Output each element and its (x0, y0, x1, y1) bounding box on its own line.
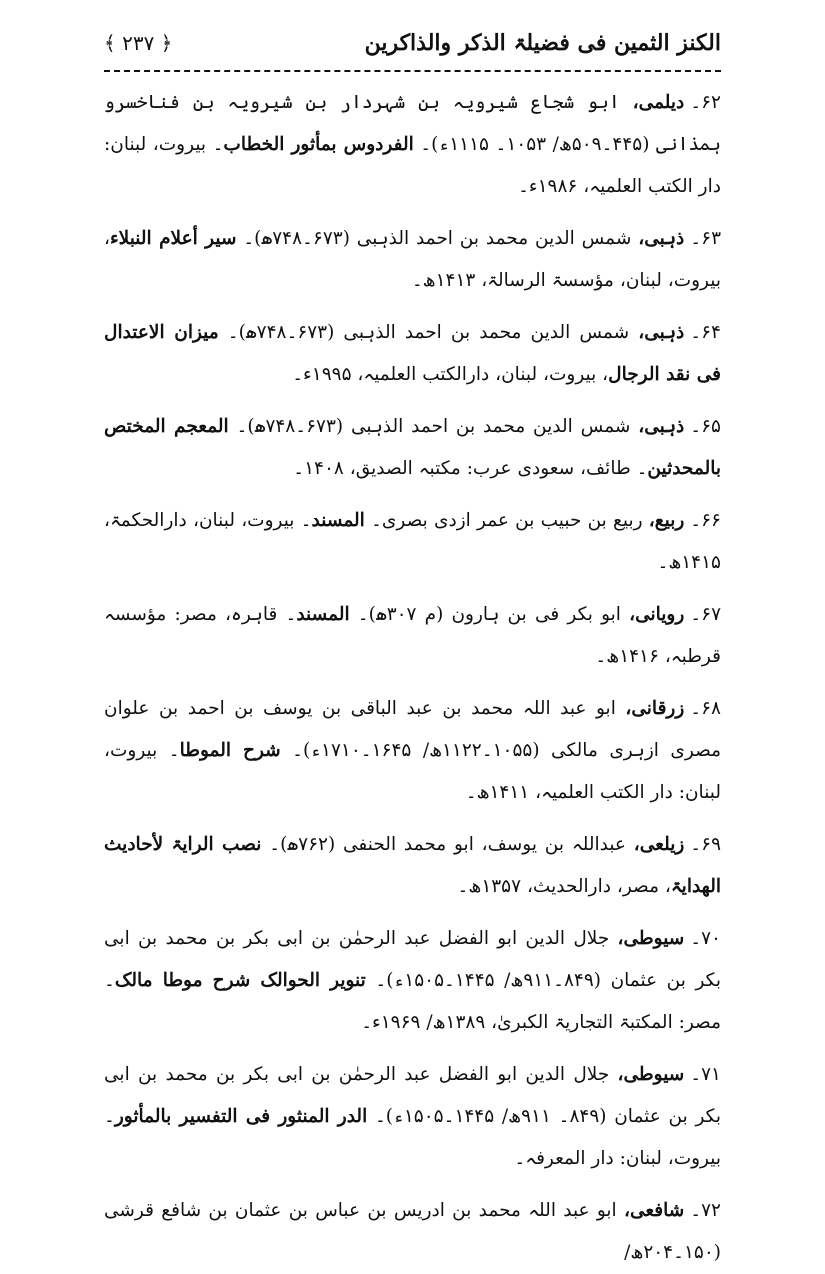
entry-number: ۷۱۔ (690, 1064, 721, 1085)
running-title: الکنز الثمین فی فضیلۃ الذکر والذاکرین (364, 30, 721, 56)
entry-number: ۶۳۔ (690, 228, 722, 249)
entry-author: زیلعی، (633, 834, 685, 855)
entry-author: رویانی، (629, 604, 685, 625)
bibliography-list (104, 82, 722, 1263)
entry-details: جلال الدین ابو الفضل عبد الرحمٰن بن ابی بکر بن محمد بن ابی بکر بن عثمان (۸۴۹۔ ۹۱۱ھ/ ۱۴۴۵۔۱۵۰۵ء)۔ (104, 1064, 722, 1127)
entry-number: ۶۵۔ (690, 416, 721, 437)
entry-title: الفردوس بمأثور الخطاب (223, 134, 414, 155)
bibliography-entry (104, 1190, 721, 1274)
entry-title: شرح الموطا (179, 740, 281, 761)
entry-details: ابو عبد اللہ محمد بن عبد الباقی بن یوسف بن احمد بن علوان مصری ازہری مالکی (۱۰۵۵۔۱۱۲۲ھ/ ۱۶۴۵۔۱۷۱۰ء)۔ (104, 698, 722, 761)
bibliography-entry (104, 82, 721, 208)
entry-title: سیر أعلام النبلاء (109, 228, 237, 249)
bibliography-entry (104, 406, 721, 490)
entry-author: ذہبی، (638, 228, 685, 249)
entry-publication: ۔ بیروت، لبنان: دار المعرفہ۔ (104, 1106, 721, 1169)
bibliography-entry (104, 312, 721, 396)
bibliography-entry (104, 218, 721, 302)
entry-number: ۶۸۔ (690, 698, 721, 719)
entry-author: ذہبی، (638, 322, 685, 343)
entry-number: ۶۲۔ (690, 92, 721, 113)
entry-author: دیلمی، (632, 92, 685, 113)
entry-publication: ، مصر، دارالحدیث، ۱۳۵۷ھ۔ (457, 876, 671, 897)
entry-details: ابو بکر فی بن ہارون (م ۳۰۷ھ)۔ (349, 604, 630, 625)
entry-author: ذہبی، (638, 416, 685, 437)
entry-title: المسند (311, 510, 365, 531)
entry-title: تنویر الحوالک شرح موطا مالک (114, 970, 366, 991)
entry-number: ۶۷۔ (690, 604, 722, 625)
entry-number: ۶۹۔ (690, 834, 722, 855)
bibliography-entry (104, 500, 721, 584)
entry-details: ابو عبد اللہ محمد بن ادریس بن عباس بن عثمان بن شافع قرشی (۱۵۰۔۲۰۴ھ/ (104, 1200, 721, 1263)
entry-title: میزان الاعتدال فی نقد الرجال (104, 322, 721, 385)
entry-publication: ۔ بیروت، لبنان، دارالحکمۃ، ۱۴۱۵ھ۔ (104, 510, 721, 573)
bibliography-entry (104, 594, 721, 678)
entry-publication: ۔ بیروت، لبنان: دار الکتب العلمیہ، ۱۴۱۱ھ۔ (104, 740, 721, 803)
entry-publication: ، بیروت، لبنان، دارالکتب العلمیہ، ۱۹۹۵ء۔ (292, 364, 609, 385)
bibliography-entry (104, 688, 721, 814)
entry-title: الدر المنثور فی التفسیر بالمأثور (114, 1106, 368, 1127)
bibliography-entry (104, 824, 721, 908)
entry-publication: ۔ بیروت، لبنان: دار الکتب العلمیہ، ۱۹۸۶ء۔ (104, 134, 721, 197)
entry-details: شمس الدین محمد بن احمد الذہبی (۶۷۳۔۷۴۸ھ)۔ (236, 228, 639, 249)
entry-title: المعجم المختص بالمحدثین (104, 416, 721, 479)
entry-details: شمس الدین محمد بن احمد الذہبی (۶۷۳۔۷۴۸ھ)۔ (218, 322, 639, 343)
entry-author: زرقانی، (625, 698, 685, 719)
page-number: ﴿ ۲۳۷ ﴾ (104, 31, 173, 55)
entry-number: ۷۰۔ (690, 928, 721, 949)
bibliography-entry (104, 1054, 721, 1180)
entry-number: ۷۲۔ (690, 1200, 721, 1221)
entry-publication: ۔ مصر: المکتبۃ التجاریۃ الکبریٰ، ۱۳۸۹ھ/ ۱۹۶۹ء۔ (104, 970, 721, 1033)
entry-number: ۶۶۔ (690, 510, 721, 531)
entry-publication: ، بیروت، لبنان، مؤسسۃ الرسالۃ، ۱۴۱۳ھ۔ (104, 228, 721, 291)
entry-author: ربیع، (648, 510, 685, 531)
header-divider (104, 70, 721, 72)
entry-details: ربیع بن حبیب بن عمر ازدی بصری۔ (364, 510, 649, 531)
entry-author: سیوطی، (617, 1064, 685, 1085)
entry-publication: ۔ قاہرہ، مصر: مؤسسہ قرطبہ، ۱۴۱۶ھ۔ (104, 604, 721, 667)
entry-author: شافعی، (623, 1200, 685, 1221)
entry-number: ۶۴۔ (690, 322, 721, 343)
entry-details: ابو شجاع شیرویہ بن شہردار بن شیرویہ بن فناخسرو ہمذانی (۴۴۵۔۵۰۹ھ/ ۱۰۵۳۔ ۱۱۱۵ء)۔ (104, 92, 722, 155)
entry-details: عبداللہ بن یوسف، ابو محمد الحنفی (۷۶۲ھ)۔ (261, 834, 634, 855)
entry-details: جلال الدین ابو الفضل عبد الرحمٰن بن ابی بکر بن محمد بن ابی بکر بن عثمان (۸۴۹۔۹۱۱ھ/ ۱۴۴۵۔۱۵۰۵ء)۔ (104, 928, 722, 991)
entry-author: سیوطی، (617, 928, 685, 949)
entry-title: المسند (296, 604, 350, 625)
entry-publication: ۔ طائف، سعودی عرب: مکتبہ الصدیق، ۱۴۰۸۔ (293, 458, 648, 479)
entry-details: شمس الدین محمد بن احمد الذہبی (۶۷۳۔۷۴۸ھ)۔ (228, 416, 639, 437)
page-header (104, 18, 721, 68)
bibliography-entry (104, 918, 721, 1044)
entry-title: نصب الرایۃ لأحادیث الھدایۃ (104, 834, 721, 897)
